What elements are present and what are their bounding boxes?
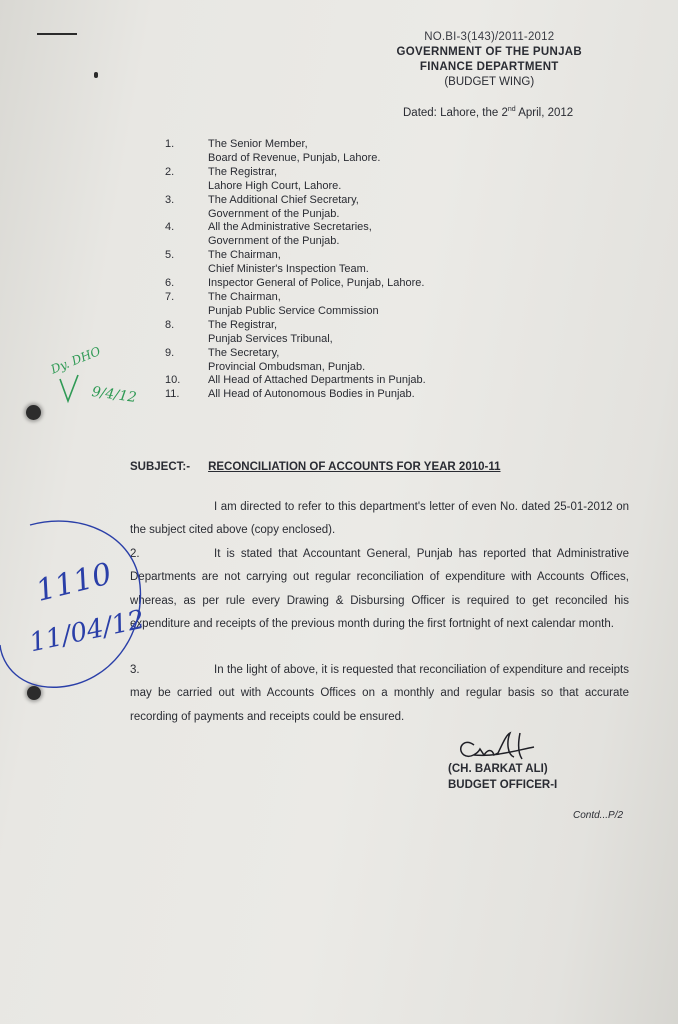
reference-number: NO.BI-3(143)/2011-2012 — [424, 31, 555, 43]
subject-line — [130, 461, 501, 473]
date-line — [403, 106, 573, 119]
addressee-list — [165, 138, 485, 402]
date-suffix: April, 2012 — [515, 106, 574, 119]
signatory-designation: BUDGET OFFICER-I — [448, 779, 558, 791]
paragraph-3: 3. In the light of above, it is requested that reconciliation of expenditure and receipts may be carried out with Accounts Offices on a monthly and regular basis so that accurate recording of payments and receipts could be ensured. — [130, 659, 629, 729]
scan-mark-dot — [94, 72, 98, 78]
addressee-item: 8. The Registrar, Punjab Services Tribunal, — [165, 318, 333, 345]
subject-label: SUBJECT:- — [130, 461, 191, 473]
paragraph-2-number: 2. — [130, 548, 140, 560]
header-line-wing: (BUDGET WING) — [444, 76, 535, 88]
stamp-date: 11/04/12 — [26, 604, 148, 659]
date-prefix: Dated: Lahore, the 2 — [403, 106, 508, 119]
header-line-department: FINANCE DEPARTMENT — [419, 61, 559, 73]
green-date-text: 9/4/12 — [90, 383, 138, 407]
punch-hole-upper — [26, 405, 41, 420]
subject-title: RECONCILIATION OF ACCOUNTS FOR YEAR 2010-11 — [208, 461, 501, 473]
addressee-item: 4. All the Administrative Secretaries, Government of the Punjab. — [165, 221, 372, 248]
continuation-note: Contd...P/2 — [573, 810, 624, 821]
paragraph-2: 2. It is stated that Accountant General, Punjab has reported that Administrative Departments are not carrying out regular reconciliation of expenditure with Accounts Offices, whereas, as per rule every Drawing & Disbursing Officer is required to get reconciled his expenditure and receipts of the previous month during the first fortnight of next calendar month. — [130, 543, 629, 636]
addressee-item: 6. Inspector General of Police, Punjab, Lahore. — [165, 277, 425, 290]
addressee-item: 10. All Head of Attached Departments in Punjab. — [165, 374, 426, 387]
signatory-block — [448, 761, 557, 793]
green-note-text: Dy. DHO — [48, 343, 103, 377]
green-tick — [60, 375, 78, 401]
addressee-item: 9. The Secretary, Provincial Ombudsman, Punjab. — [165, 346, 366, 373]
stamp-circle — [0, 521, 140, 687]
addressee-item: 5. The Chairman, Chief Minister's Inspection Team. — [165, 249, 369, 276]
green-handwritten-note — [44, 337, 164, 417]
paragraph-3-number: 3. — [130, 664, 140, 676]
paragraph-1: I am directed to refer to this department's letter of even No. dated 25-01-2012 on the subject cited above (copy enclosed). — [130, 501, 629, 537]
addressee-item: 1. The Senior Member, Board of Revenue, Punjab, Lahore. — [165, 138, 381, 164]
addressee-item: 11. All Head of Autonomous Bodies in Punjab. — [165, 388, 415, 401]
blue-diary-stamp — [0, 515, 150, 695]
date-ordinal: nd — [507, 106, 516, 113]
handwritten-signature — [434, 727, 544, 765]
signatory-name: (CH. BARKAT ALI) — [448, 763, 548, 775]
addressee-item: 2. The Registrar, Lahore High Court, Lahore. — [165, 165, 342, 192]
signature-stroke — [461, 733, 534, 759]
addressee-item: 3. The Additional Chief Secretary, Government of the Punjab. — [165, 193, 359, 220]
stamp-number: 1110 — [32, 556, 116, 609]
header-line-government: GOVERNMENT OF THE PUNJAB — [396, 46, 582, 58]
addressee-item: 7. The Chairman, Punjab Public Service Commission — [165, 290, 379, 317]
letter-header — [397, 30, 582, 90]
scan-mark-top — [37, 33, 77, 35]
